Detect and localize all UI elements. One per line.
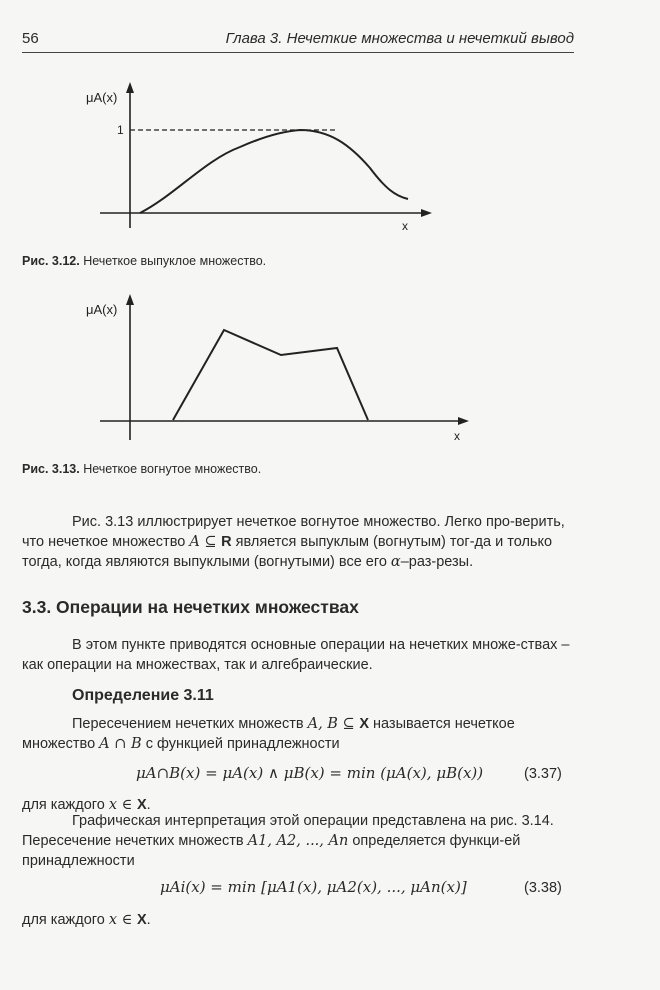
fig2-y-label: μA(x) [86,302,118,317]
paragraph-intersection-def: Пересечением нечетких множеств A, B ⊆ X называется нечеткое множество A ∩ B с функцией принадлежности [22,716,515,752]
fig2-y-arrow [126,294,134,305]
caption-3-12-number: Рис. 3.12. [22,254,80,268]
fig1-x-label: x [402,219,408,233]
caption-3-13-text: Нечеткое вогнутое множество. [79,462,262,476]
page-number: 56 [22,30,39,47]
caption-3-13 [22,462,261,476]
paragraph-intro: В этом пункте приводятся основные операции на нечетких множе-ствах – как операции на множествах, так и алгебраические. [22,637,570,673]
paragraph-graphic-interpretation: Графическая интерпретация этой операции представлена на рис. 3.14. Пересечение нечетких множеств A1, A2, ..., An определяется функци-ей принадлежности [22,813,554,869]
formula-3-37: μA∩B(x) = μA(x) ∧ μB(x) = min (μA(x), μB(x)) [136,764,484,782]
equation-number-3-38: (3.38) [524,880,562,896]
formula-3-38: μAi(x) = min [μA1(x), μA2(x), ..., μAn(x)] [160,878,467,896]
fig2-x-arrow [458,417,469,425]
fig2-x-label: x [454,429,460,443]
paragraph-convexity: Рис. 3.13 иллюстрирует нечеткое вогнутое множество. Легко про-верить, что нечеткое множество A ⊆ R является выпуклым (вогнутым) тог-да и только тогда, когда являются выпуклыми (вогнутыми) все его α–раз-резы. [22,514,565,570]
definition-title: Определение 3.11 [72,687,214,704]
fig2-concave-polyline [173,330,368,420]
for-each-line-1: для каждого x ∈ X. [22,797,151,813]
chapter-title: Глава 3. Нечеткие множества и нечеткий вывод [225,30,574,47]
caption-3-12-text: Нечеткое выпуклое множество. [79,254,267,268]
for-each-line-2: для каждого x ∈ X. [22,912,151,928]
section-title: 3.3. Операции на нечетких множествах [22,597,359,617]
fig1-y-label: μA(x) [86,90,118,105]
equation-number-3-37: (3.37) [524,766,562,782]
fig1-one-label: 1 [117,123,124,137]
caption-3-13-number: Рис. 3.13. [22,462,80,476]
